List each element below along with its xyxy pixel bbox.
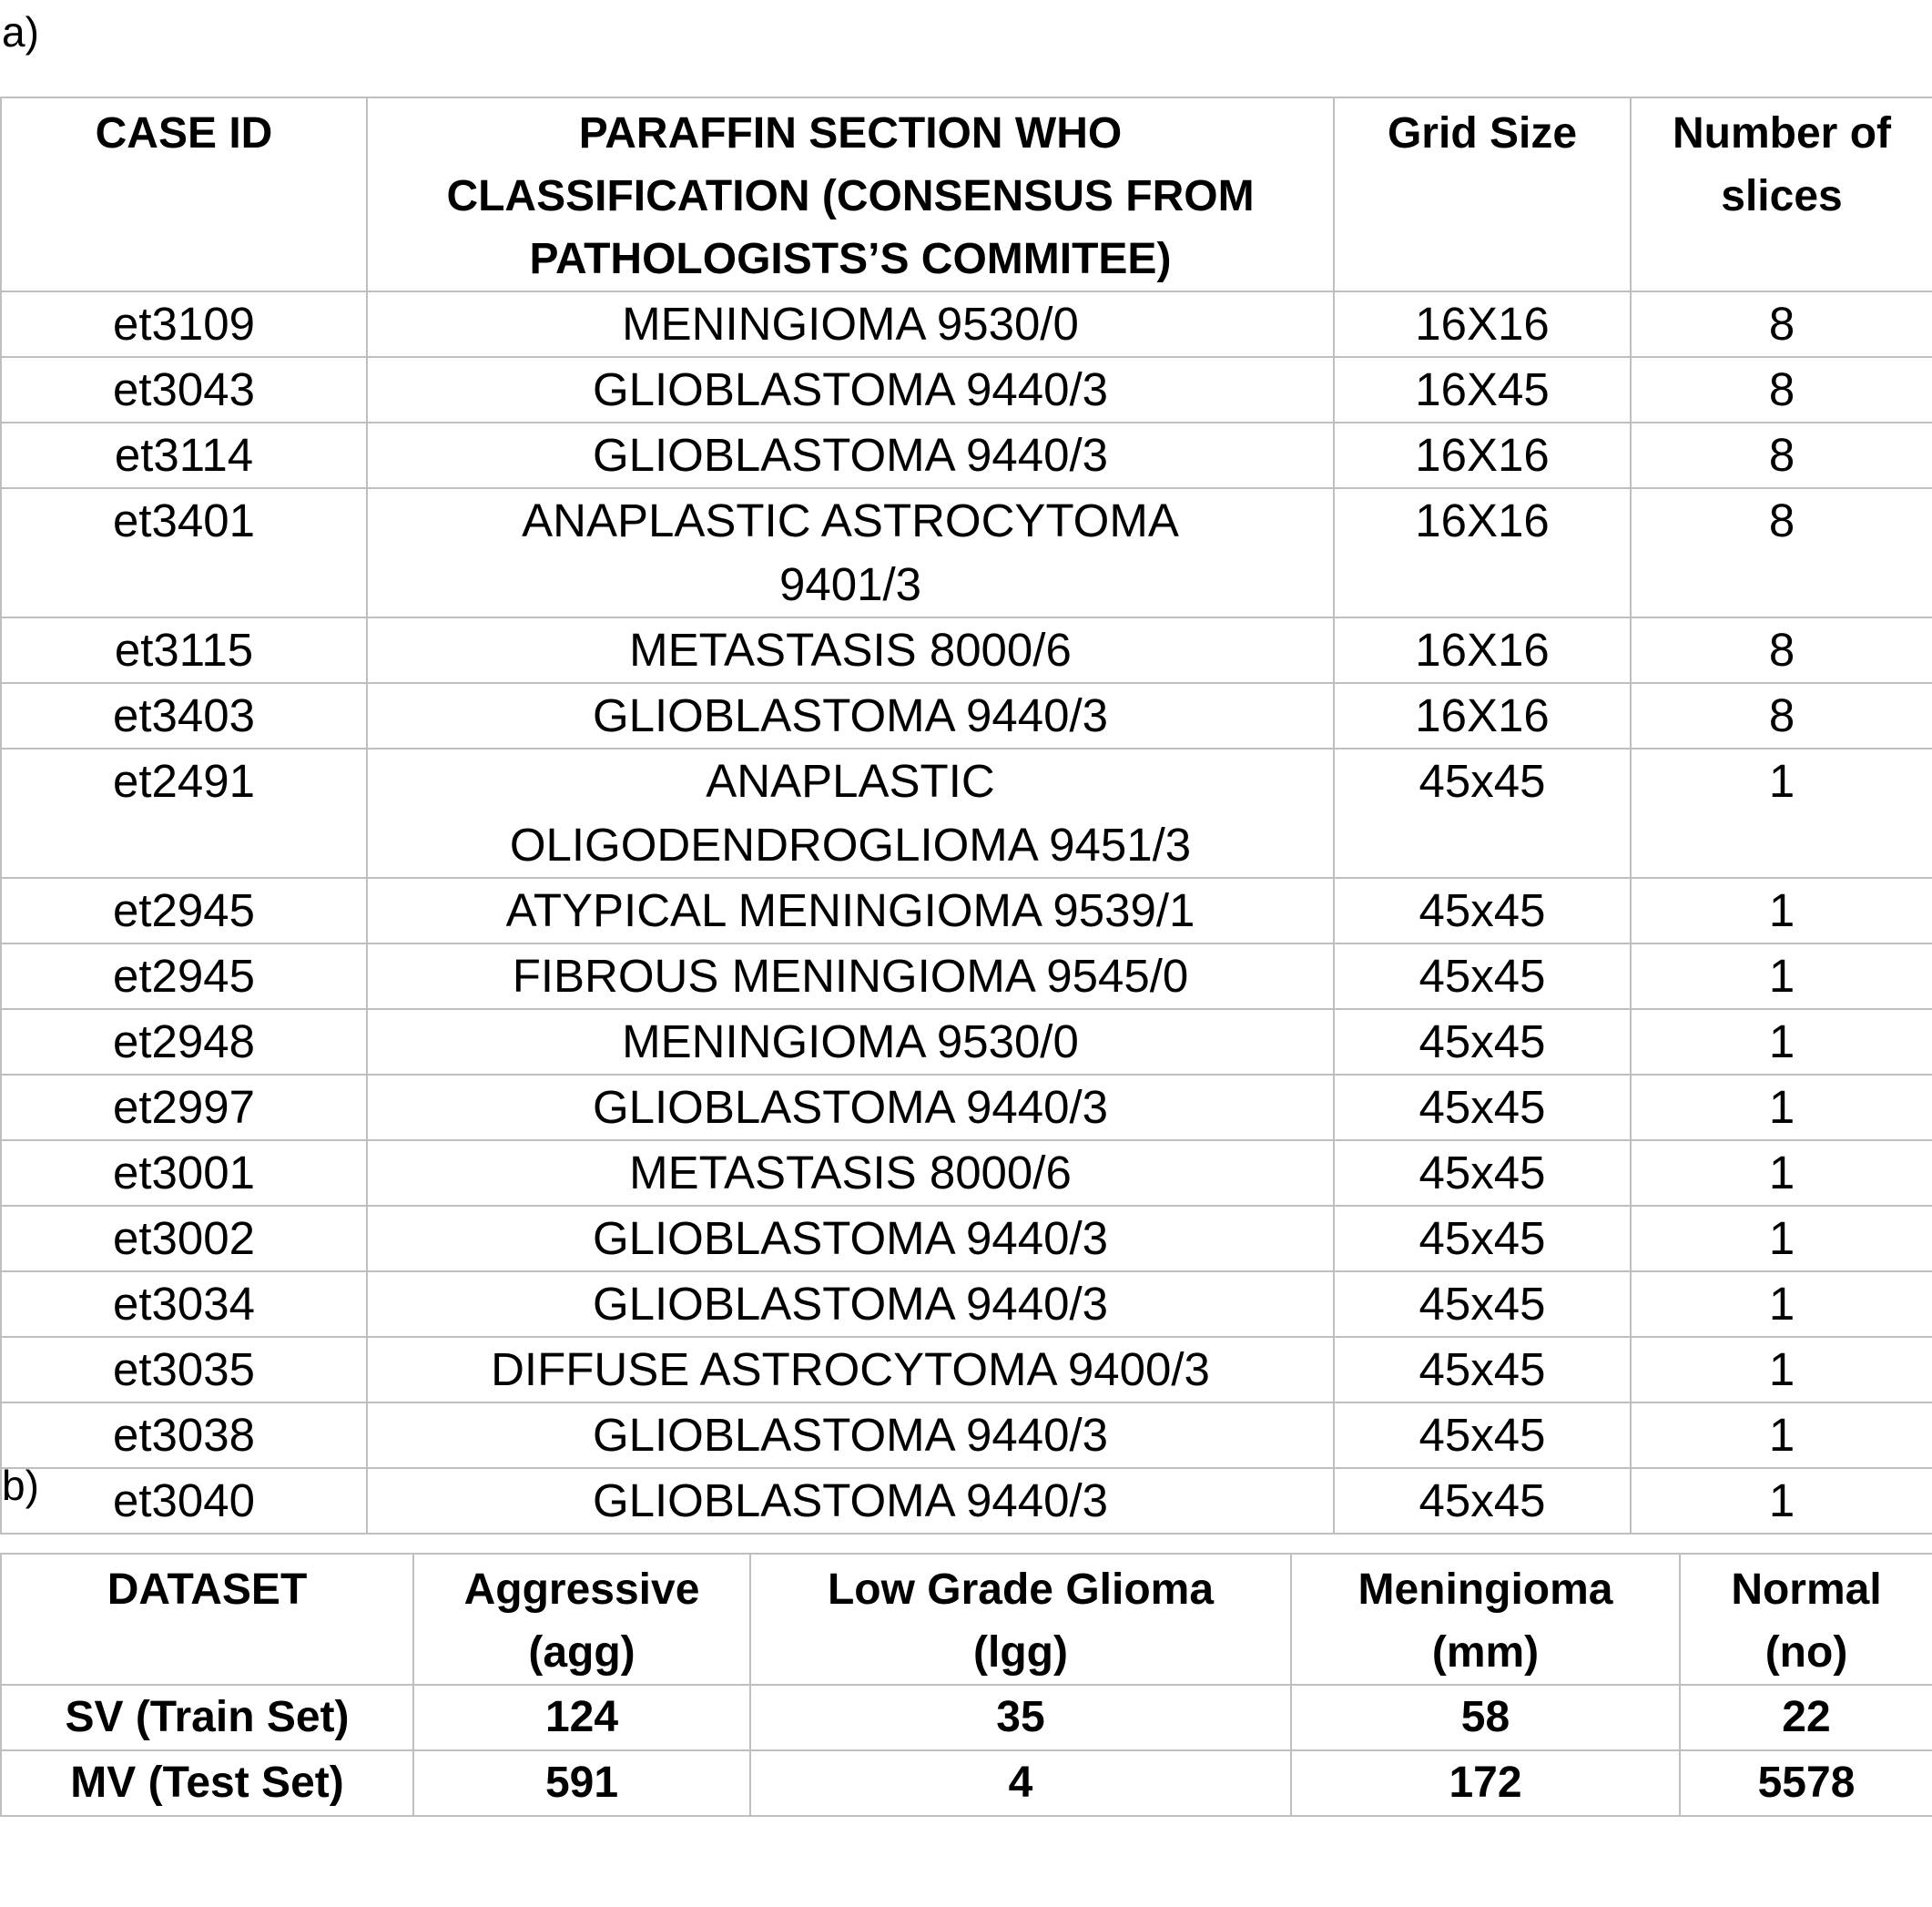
normal-count-cell: 5578: [1680, 1750, 1932, 1816]
slices-cell: 1: [1631, 1271, 1932, 1337]
classification-cell: FIBROUS MENINGIOMA 9545/0: [367, 943, 1334, 1009]
case-id-cell: et2945: [1, 878, 367, 943]
slices-cell: 1: [1631, 1468, 1932, 1534]
grid-size-cell: 16X16: [1334, 617, 1631, 683]
case-id-cell: et3114: [1, 423, 367, 488]
slices-cell: 1: [1631, 749, 1932, 878]
section-label-a: a): [2, 8, 39, 56]
grid-size-cell: 16X16: [1334, 291, 1631, 357]
slices-cell: 8: [1631, 423, 1932, 488]
classification-cell: GLIOBLASTOMA 9440/3: [367, 423, 1334, 488]
slices-cell: 1: [1631, 943, 1932, 1009]
slices-cell: 1: [1631, 1337, 1932, 1402]
table-row: [1, 1009, 1932, 1075]
slices-cell: 8: [1631, 683, 1932, 749]
slices-cell: 1: [1631, 1206, 1932, 1271]
grid-size-cell: 45x45: [1334, 878, 1631, 943]
table-row: [1, 1075, 1932, 1140]
table-a-body: [1, 291, 1932, 1534]
classification-cell: ANAPLASTIC OLIGODENDROGLIOMA 9451/3: [367, 749, 1334, 878]
table-row: [1, 1750, 1932, 1816]
slices-cell: 1: [1631, 1075, 1932, 1140]
classification-cell: ANAPLASTIC ASTROCYTOMA 9401/3: [367, 488, 1334, 617]
header-grid-size: Grid Size: [1334, 97, 1631, 291]
grid-size-cell: 45x45: [1334, 1468, 1631, 1534]
header-case-id: CASE ID: [1, 97, 367, 291]
table-b-body: [1, 1685, 1932, 1816]
header-dataset: DATASET: [1, 1554, 413, 1685]
case-id-cell: et3034: [1, 1271, 367, 1337]
case-id-cell: et3001: [1, 1140, 367, 1206]
case-id-cell: et3401: [1, 488, 367, 617]
table-row: [1, 943, 1932, 1009]
classification-cell: MENINGIOMA 9530/0: [367, 1009, 1334, 1075]
slices-cell: 1: [1631, 1402, 1932, 1468]
slices-cell: 8: [1631, 357, 1932, 423]
classification-cell: GLIOBLASTOMA 9440/3: [367, 357, 1334, 423]
table-b-header-row: [1, 1554, 1932, 1685]
slices-cell: 8: [1631, 488, 1932, 617]
table-row: [1, 878, 1932, 943]
grid-size-cell: 16X45: [1334, 357, 1631, 423]
classification-cell: GLIOBLASTOMA 9440/3: [367, 1271, 1334, 1337]
table-row: [1, 1271, 1932, 1337]
classification-cell: METASTASIS 8000/6: [367, 617, 1334, 683]
case-id-cell: et2491: [1, 749, 367, 878]
table-row: [1, 749, 1932, 878]
case-id-cell: et2948: [1, 1009, 367, 1075]
slices-cell: 8: [1631, 291, 1932, 357]
case-classification-table: [0, 97, 1932, 1535]
table-row: [1, 617, 1932, 683]
table-row: [1, 291, 1932, 357]
classification-cell: METASTASIS 8000/6: [367, 1140, 1334, 1206]
grid-size-cell: 45x45: [1334, 1402, 1631, 1468]
grid-size-cell: 16X16: [1334, 683, 1631, 749]
case-id-cell: et3109: [1, 291, 367, 357]
dataset-cell: MV (Test Set): [1, 1750, 413, 1816]
classification-cell: GLIOBLASTOMA 9440/3: [367, 1402, 1334, 1468]
classification-cell: GLIOBLASTOMA 9440/3: [367, 1206, 1334, 1271]
header-low-grade-glioma: Low Grade Glioma (lgg): [750, 1554, 1291, 1685]
case-id-cell: et3115: [1, 617, 367, 683]
case-id-cell: et2945: [1, 943, 367, 1009]
table-row: [1, 1468, 1932, 1534]
slices-cell: 1: [1631, 878, 1932, 943]
classification-cell: DIFFUSE ASTROCYTOMA 9400/3: [367, 1337, 1334, 1402]
lgg-count-cell: 35: [750, 1685, 1291, 1750]
table-row: [1, 683, 1932, 749]
grid-size-cell: 16X16: [1334, 423, 1631, 488]
case-id-cell: et3002: [1, 1206, 367, 1271]
meningioma-count-cell: 58: [1291, 1685, 1680, 1750]
slices-cell: 1: [1631, 1140, 1932, 1206]
classification-cell: GLIOBLASTOMA 9440/3: [367, 683, 1334, 749]
case-id-cell: et3043: [1, 357, 367, 423]
classification-cell: MENINGIOMA 9530/0: [367, 291, 1334, 357]
table-row: [1, 488, 1932, 617]
aggressive-count-cell: 124: [413, 1685, 750, 1750]
aggressive-count-cell: 591: [413, 1750, 750, 1816]
table-row: [1, 423, 1932, 488]
dataset-counts-table: [0, 1553, 1932, 1817]
case-id-cell: et3038: [1, 1402, 367, 1468]
header-aggressive: Aggressive (agg): [413, 1554, 750, 1685]
classification-cell: ATYPICAL MENINGIOMA 9539/1: [367, 878, 1334, 943]
table-row: [1, 1685, 1932, 1750]
header-number-of-slices: Number of slices: [1631, 97, 1932, 291]
grid-size-cell: 45x45: [1334, 1009, 1631, 1075]
grid-size-cell: 45x45: [1334, 1206, 1631, 1271]
table-row: [1, 1337, 1932, 1402]
header-meningioma: Meningioma (mm): [1291, 1554, 1680, 1685]
section-label-b: b): [2, 1462, 39, 1509]
grid-size-cell: 45x45: [1334, 943, 1631, 1009]
header-normal: Normal (no): [1680, 1554, 1932, 1685]
case-id-cell: et3403: [1, 683, 367, 749]
meningioma-count-cell: 172: [1291, 1750, 1680, 1816]
classification-cell: GLIOBLASTOMA 9440/3: [367, 1075, 1334, 1140]
case-id-cell: et3040: [1, 1468, 367, 1534]
grid-size-cell: 16X16: [1334, 488, 1631, 617]
table-row: [1, 1206, 1932, 1271]
case-id-cell: et3035: [1, 1337, 367, 1402]
grid-size-cell: 45x45: [1334, 1075, 1631, 1140]
grid-size-cell: 45x45: [1334, 1140, 1631, 1206]
table-a-header-row: [1, 97, 1932, 291]
table-row: [1, 1402, 1932, 1468]
normal-count-cell: 22: [1680, 1685, 1932, 1750]
grid-size-cell: 45x45: [1334, 1271, 1631, 1337]
slices-cell: 1: [1631, 1009, 1932, 1075]
header-who-classification: PARAFFIN SECTION WHO CLASSIFICATION (CONSENSUS FROM PATHOLOGISTS’S COMMITEE): [367, 97, 1334, 291]
case-id-cell: et2997: [1, 1075, 367, 1140]
dataset-cell: SV (Train Set): [1, 1685, 413, 1750]
classification-cell: GLIOBLASTOMA 9440/3: [367, 1468, 1334, 1534]
grid-size-cell: 45x45: [1334, 749, 1631, 878]
grid-size-cell: 45x45: [1334, 1337, 1631, 1402]
slices-cell: 8: [1631, 617, 1932, 683]
lgg-count-cell: 4: [750, 1750, 1291, 1816]
table-row: [1, 1140, 1932, 1206]
table-row: [1, 357, 1932, 423]
